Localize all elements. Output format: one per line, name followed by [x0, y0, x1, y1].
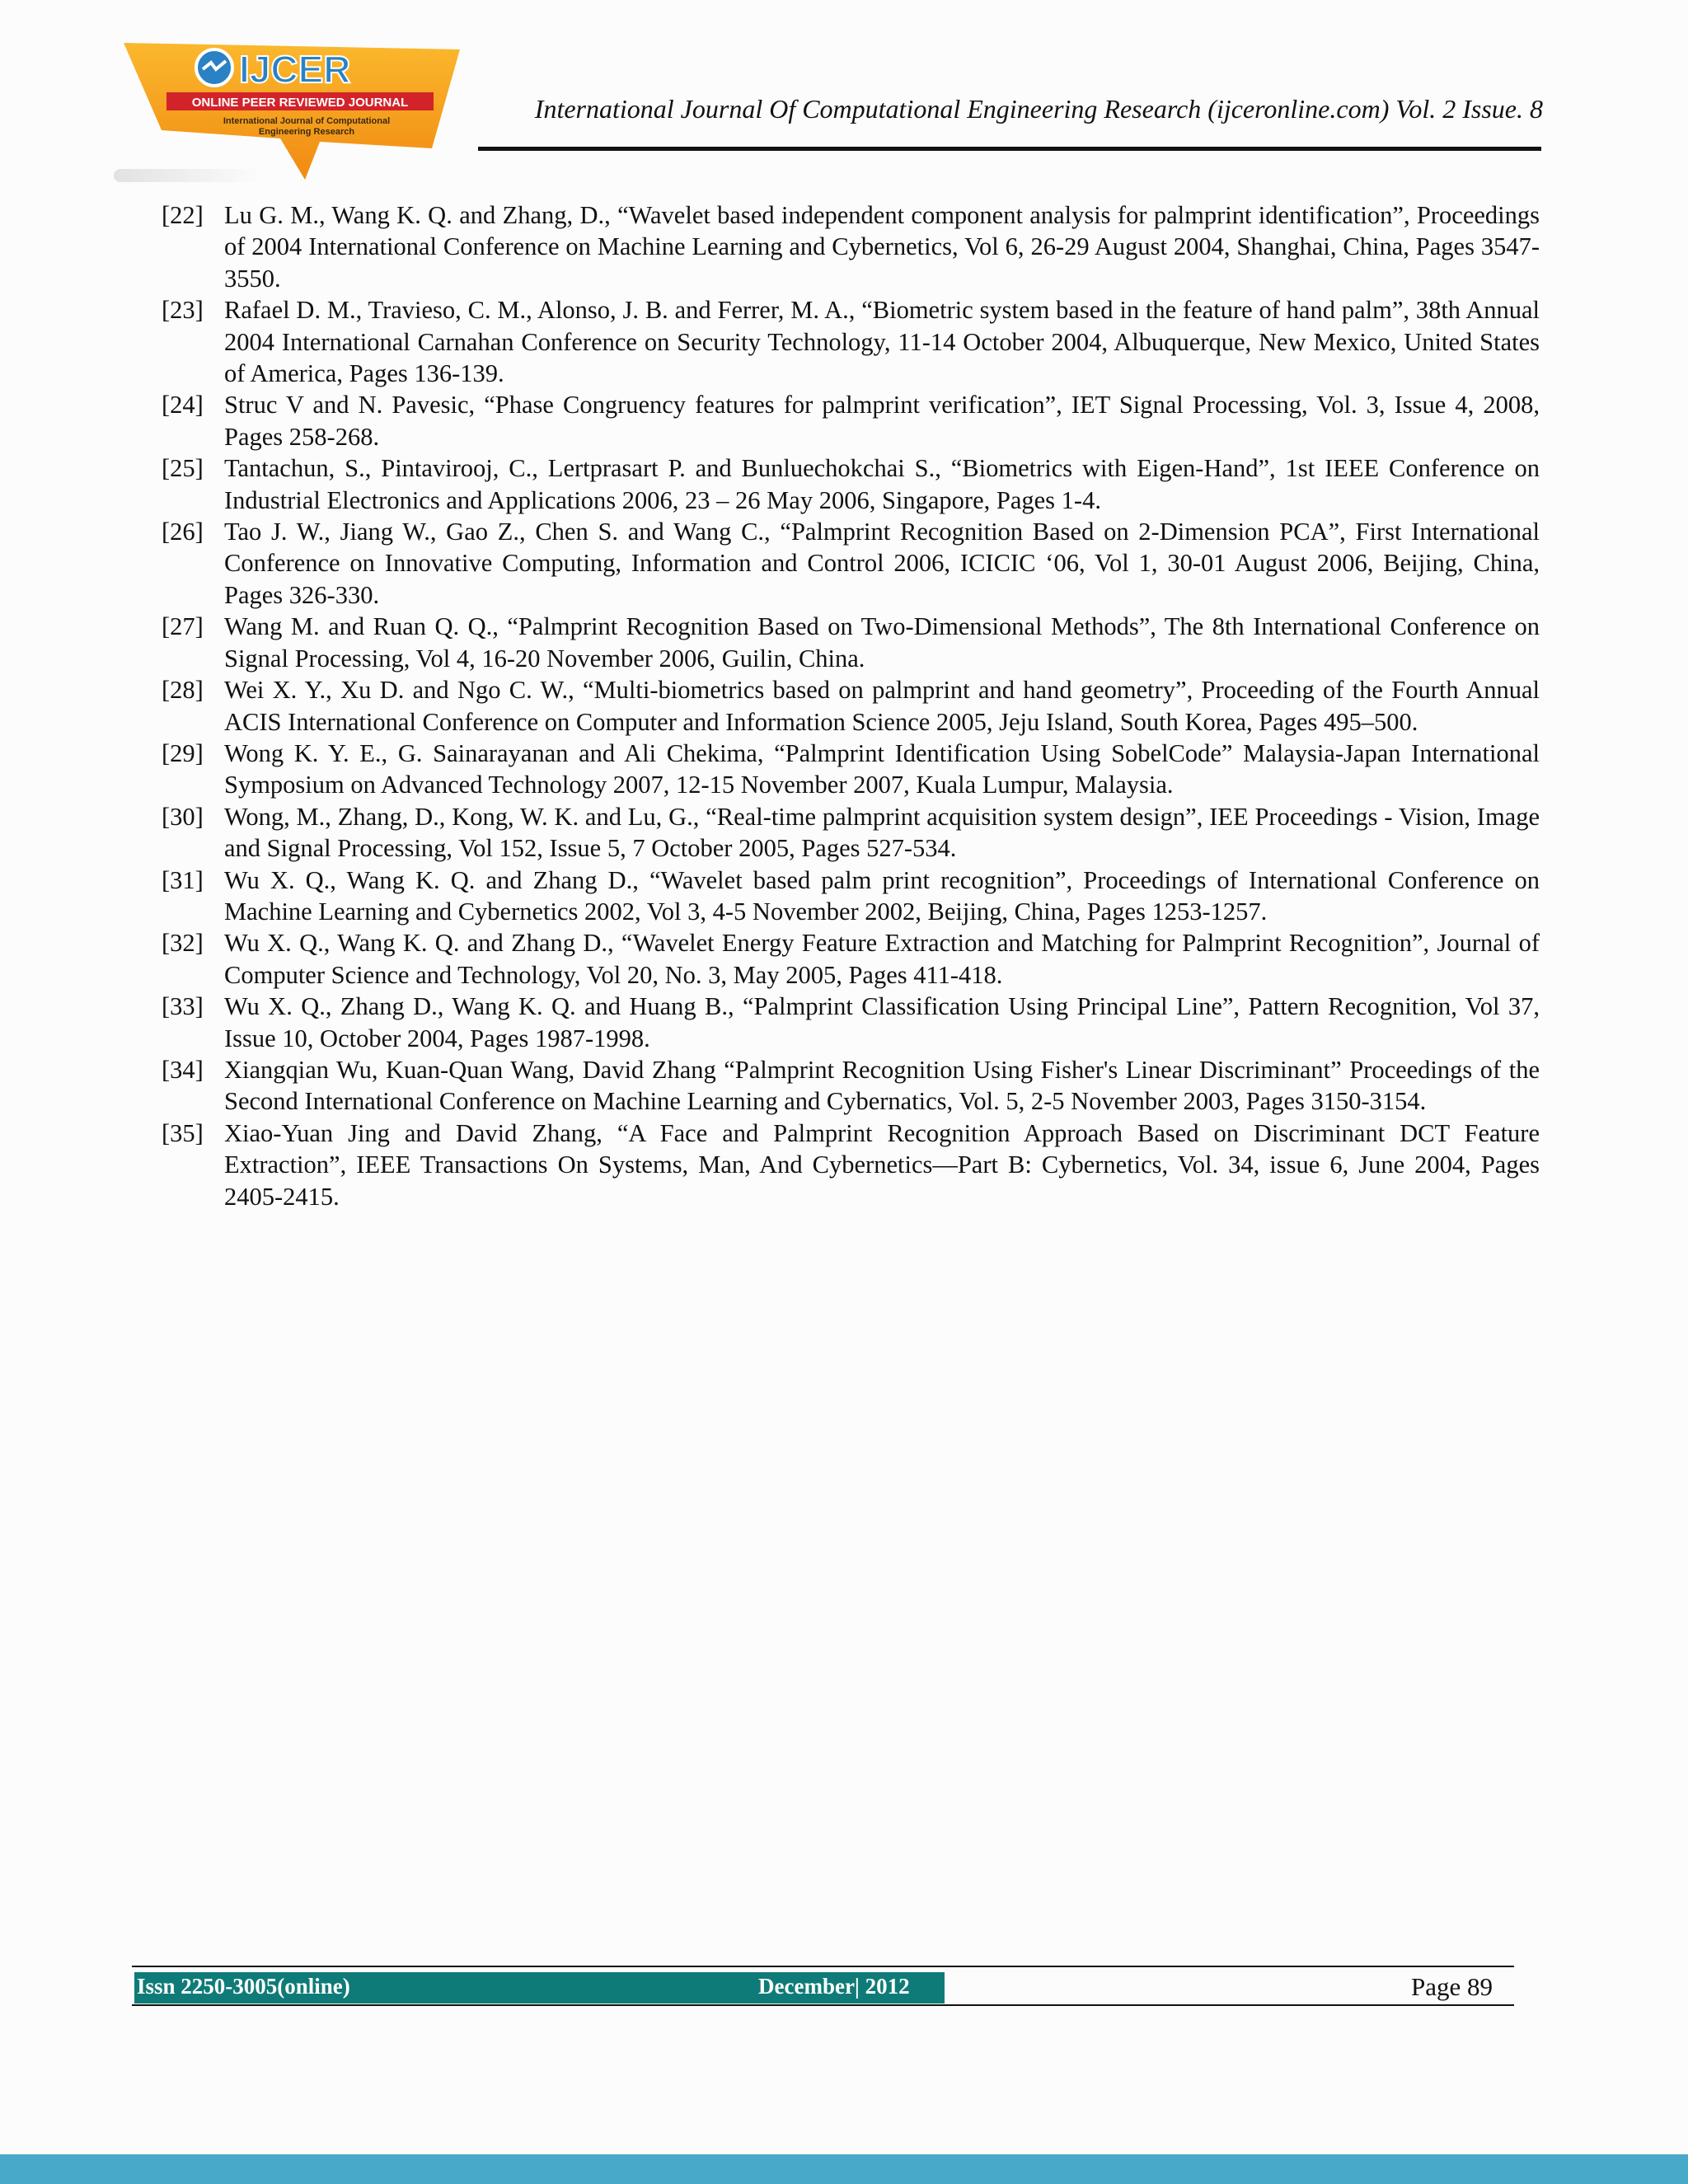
reference-number: [26]: [162, 518, 204, 546]
reference-number: [35]: [162, 1118, 204, 1147]
footer-issn: Issn 2250-3005(online): [137, 1974, 350, 1999]
reference-number: [24]: [162, 391, 204, 419]
reference-item: [162, 801, 1540, 865]
footer-rule-top: [132, 1966, 1514, 1967]
logo-tagline: ONLINE PEER REVIEWED JOURNAL: [191, 96, 409, 110]
journal-logo: [124, 41, 462, 181]
reference-text: Struc V and N. Pavesic, “Phase Congruency features for palmprint verification”, IET Signal Processing, Vol. 3, Issue 4, 2008, Pages 258-268.: [224, 391, 1540, 451]
reference-item: [162, 865, 1540, 928]
reference-item: [162, 294, 1540, 389]
footer-rule-bottom: [132, 2004, 1514, 2006]
header-rule: [478, 147, 1541, 151]
reference-number: [29]: [162, 738, 204, 767]
reference-item: [162, 516, 1540, 611]
reference-item: [162, 738, 1540, 801]
reference-text: Wu X. Q., Wang K. Q. and Zhang D., “Wavelet based palm print recognition”, Proceedings of International Conference on Machine Learning and Cybernetics 2002, Vol 3, 4-5 November 2002, Beijing, China, Pages 1253-1257.: [224, 865, 1540, 926]
reference-item: [162, 991, 1540, 1054]
reference-item: [162, 1054, 1540, 1118]
reference-text: Wong, M., Zhang, D., Kong, W. K. and Lu, G., “Real-time palmprint acquisition system design”, IEE Proceedings - Vision, Image and Signal Processing, Vol 152, Issue 5, 7 October 2005, Pages 527-534.: [224, 802, 1540, 863]
reference-item: [162, 389, 1540, 452]
reference-item: [162, 927, 1540, 991]
reference-text: Wei X. Y., Xu D. and Ngo C. W., “Multi-biometrics based on palmprint and hand geometry”, Proceeding of the Fourth Annual ACIS International Conference on Computer and Information Science 2005, Jeju Island, South Korea, Pages 495–500.: [224, 676, 1540, 736]
reference-number: [32]: [162, 929, 204, 958]
reference-item: [162, 611, 1540, 674]
logo-subtitle-1: International Journal of Computational: [223, 116, 391, 126]
reference-text: Lu G. M., Wang K. Q. and Zhang, D., “Wavelet based independent component analysis for palmprint identification”, Proceedings of 2004 International Conference on Machine Learning and Cybernetics, Vol 6, 26-29 August 2004, Shanghai, China, Pages 3547-3550.: [224, 201, 1540, 293]
reference-item: [162, 674, 1540, 738]
reference-number: [27]: [162, 612, 204, 641]
reference-text: Rafael D. M., Travieso, C. M., Alonso, J. B. and Ferrer, M. A., “Biometric system based in the feature of hand palm”, 38th Annual 2004 International Carnahan Conference on Security Technology, 11-14 October 2004, Albuquerque, New Mexico, United States of America, Pages 136-139.: [224, 296, 1540, 388]
footer-date: December| 2012: [758, 1974, 910, 1999]
logo-text: IJCER: [239, 48, 351, 91]
reference-text: Xiangqian Wu, Kuan-Quan Wang, David Zhang “Palmprint Recognition Using Fisher's Linear Discriminant” Proceedings of the Second International Conference on Machine Learning and Cybernatics, Vol. 5, 2-5 November 2003, Pages 3150-3154.: [224, 1055, 1540, 1116]
page-number: Page 89: [1411, 1972, 1493, 2001]
reference-list: [162, 199, 1540, 1212]
reference-number: [23]: [162, 296, 204, 325]
bottom-band: [0, 2154, 1688, 2184]
reference-item: [162, 199, 1540, 294]
reference-number: [28]: [162, 676, 204, 705]
logo-subtitle-2: Engineering Research: [258, 127, 355, 137]
reference-text: Wu X. Q., Zhang D., Wang K. Q. and Huang B., “Palmprint Classification Using Principal Line”, Pattern Recognition, Vol 37, Issue 10, October 2004, Pages 1987-1998.: [224, 992, 1540, 1052]
reference-number: [34]: [162, 1055, 204, 1084]
journal-header-title: International Journal Of Computational Engineering Research (ijceronline.com) Vol. 2 Issue. 8: [534, 94, 1543, 124]
reference-text: Wu X. Q., Wang K. Q. and Zhang D., “Wavelet Energy Feature Extraction and Matching for Palmprint Recognition”, Journal of Computer Science and Technology, Vol 20, No. 3, May 2005, Pages 411-418.: [224, 929, 1540, 989]
reference-text: Xiao-Yuan Jing and David Zhang, “A Face and Palmprint Recognition Approach Based on Discriminant DCT Feature Extraction”, IEEE Transactions On Systems, Man, And Cybernetics—Part B: Cybernetics, Vol. 34, issue 6, June 2004, Pages 2405-2415.: [224, 1118, 1540, 1211]
reference-text: Wang M. and Ruan Q. Q., “Palmprint Recognition Based on Two-Dimensional Methods”, The 8th International Conference on Signal Processing, Vol 4, 16-20 November 2006, Guilin, China.: [224, 612, 1540, 673]
reference-number: [31]: [162, 865, 204, 894]
reference-number: [22]: [162, 201, 204, 229]
reference-number: [25]: [162, 454, 204, 483]
reference-text: Wong K. Y. E., G. Sainarayanan and Ali Chekima, “Palmprint Identification Using SobelCode” Malaysia-Japan International Symposium on Advanced Technology 2007, 12-15 November 2007, Kuala Lumpur, Malaysia.: [224, 738, 1540, 799]
reference-number: [30]: [162, 802, 204, 831]
reference-item: [162, 452, 1540, 516]
reference-number: [33]: [162, 992, 204, 1021]
reference-item: [162, 1118, 1540, 1212]
reference-text: Tao J. W., Jiang W., Gao Z., Chen S. and Wang C., “Palmprint Recognition Based on 2-Dimension PCA”, First International Conference on Innovative Computing, Information and Control 2006, ICICIC ‘06, Vol 1, 30-01 August 2006, Beijing, China, Pages 326-330.: [224, 518, 1540, 609]
reference-text: Tantachun, S., Pintavirooj, C., Lertprasart P. and Bunluechokchai S., “Biometrics with Eigen-Hand”, 1st IEEE Conference on Industrial Electronics and Applications 2006, 23 – 26 May 2006, Singapore, Pages 1-4.: [224, 454, 1540, 514]
